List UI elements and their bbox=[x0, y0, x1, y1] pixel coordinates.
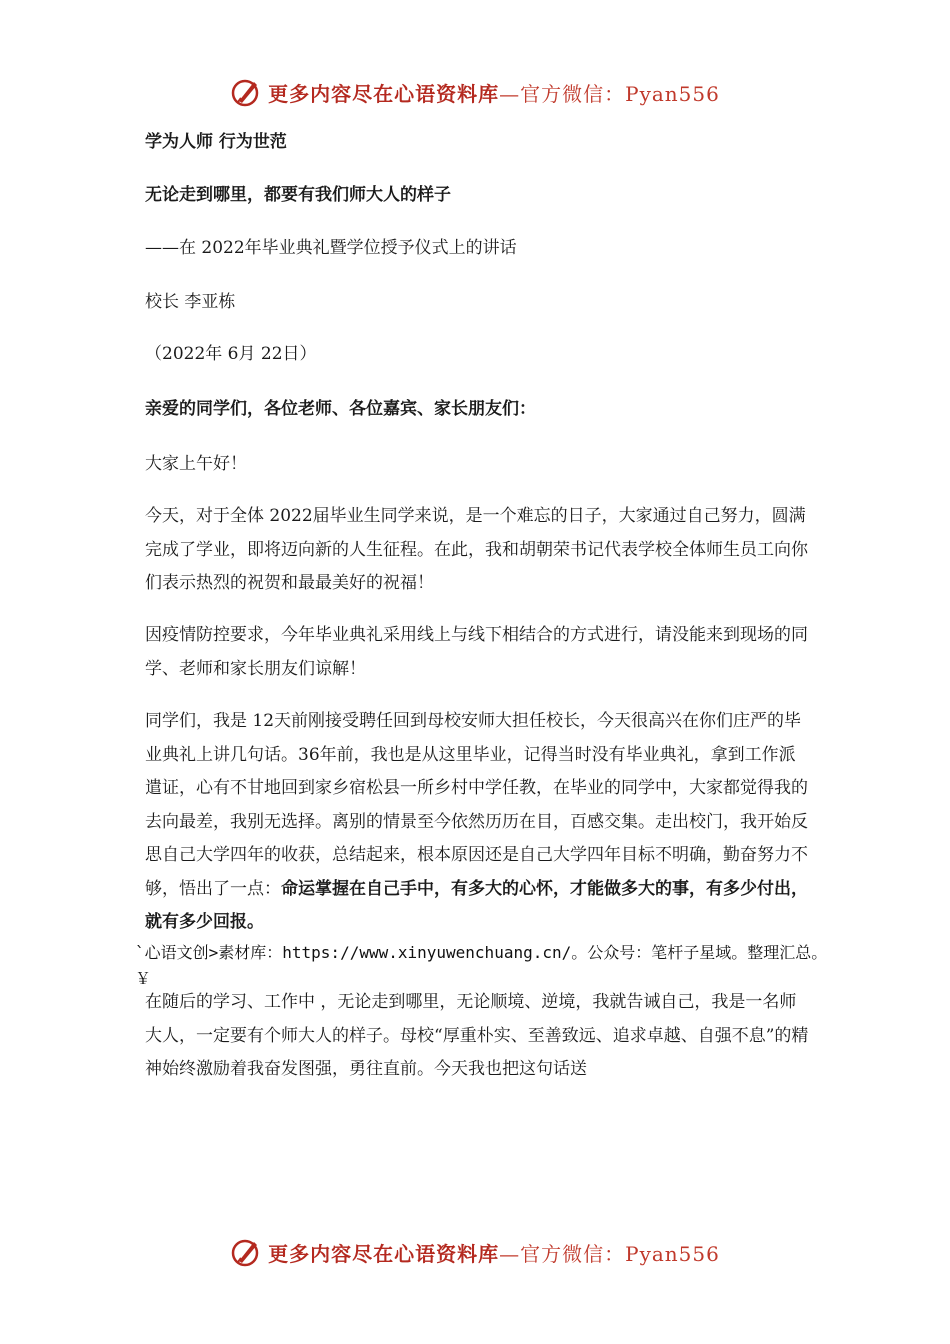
paragraph-1: 今天，对于全体 2022届毕业生同学来说，是一个难忘的日子，大家通过自己努力，圆满完成了学业，即将迈向新的人生征程。在此，我和胡朝荣书记代表学校全体师生员工向你们表示热烈的祝贺和最最美好的祝福！ bbox=[145, 506, 808, 593]
salutation: 亲爱的同学们，各位老师、各位嘉宾、家长朋友们： bbox=[145, 399, 536, 419]
greeting: 大家上午好！ bbox=[145, 454, 247, 474]
quill-logo-icon bbox=[230, 1236, 262, 1268]
paragraph-2: 因疫情防控要求，今年毕业典礼采用线上与线下相结合的方式进行，请没能来到现场的同学、老师和家长朋友们谅解！ bbox=[145, 625, 808, 679]
paragraph-3 bbox=[145, 705, 810, 940]
article-title: 学为人师 行为世范 bbox=[145, 132, 287, 152]
paragraph-4: 在随后的学习、工作中 ，无论走到哪里，无论顺境、逆境，我就告诫自己，我是一名师大人，一定要有个师大人的样子。母校“厚重朴实、至善致远、追求卓越、自强不息”的精神始终激励着我奋发图强，勇往直前。今天我也把这句话送 bbox=[145, 992, 809, 1079]
banner-text: 更多内容尽在心语资料库—官方微信：Pyan556 bbox=[268, 81, 720, 106]
date-line: （2022年 6月 22日） bbox=[145, 344, 317, 364]
author-line: 校长 李亚栋 bbox=[145, 292, 236, 312]
article-subtitle: ——在 2022年毕业典礼暨学位授予仪式上的讲话 bbox=[145, 238, 517, 258]
paragraph-3-emphasis: 命运掌握在自己手中，有多大的心怀，才能做多大的事，有多少付出，就有多少回报。 bbox=[145, 878, 808, 932]
quill-logo-icon bbox=[230, 76, 262, 108]
banner-text: 更多内容尽在心语资料库—官方微信：Pyan556 bbox=[268, 1241, 720, 1266]
footer-banner bbox=[0, 1232, 950, 1272]
source-note: `心语文创>素材库：https://www.xinyuwenchuang.cn/。公众号：笔杆子星域。整理汇总。￥ bbox=[135, 943, 828, 988]
paragraph-3-text: 同学们，我是 12天前刚接受聘任回到母校安师大担任校长，今天很高兴在你们庄严的毕业典礼上讲几句话。36年前，我也是从这里毕业，记得当时没有毕业典礼，拿到工作派遣证，心有不甘地回到家乡宿松县一所乡村中学任教，在毕业的同学中，大家都觉得我的去向最差，我别无选择。离别的情景至今依然历历在目，百感交集。走出校门，我开始反思自己大学四年的收获，总结起来，根本原因还是自己大学四年目标不明确，勤奋努力不够，悟出了一点： bbox=[145, 711, 808, 899]
header-banner bbox=[0, 72, 950, 112]
article-headline: 无论走到哪里，都要有我们师大人的样子 bbox=[145, 185, 451, 205]
